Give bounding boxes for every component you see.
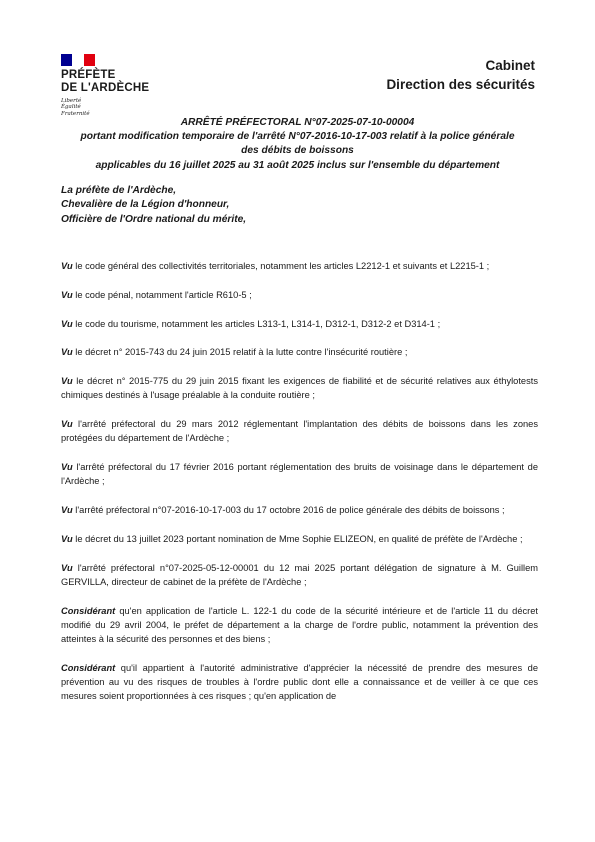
recital-paragraph [61, 417, 538, 445]
recital-keyword: Vu [61, 289, 73, 300]
republic-motto [61, 98, 161, 117]
recital-paragraph [61, 661, 538, 704]
recital-keyword: Vu [61, 533, 73, 544]
recital-text: le décret n° 2015-743 du 24 juin 2015 relatif à la lutte contre l'insécurité routière ; [72, 347, 408, 358]
decree-subject: des débits de boissons [241, 145, 354, 157]
motto-line: Fraternité [61, 110, 90, 117]
recital-keyword: Considérant [61, 605, 116, 616]
recital-keyword: Considérant [61, 662, 116, 673]
decree-title [40, 116, 555, 173]
motto-line: Égalité [61, 104, 81, 111]
prefecture-name-line: PRÉFÈTE [61, 69, 116, 81]
recital-keyword: Vu [61, 462, 73, 473]
recital-paragraph [61, 532, 538, 546]
recital-paragraph [61, 374, 538, 402]
motto-line: Liberté [61, 98, 82, 104]
recital-text: le code général des collectivités territoriales, notamment les articles L2212-1 et suivants et L2215-1 ; [72, 261, 490, 271]
decree-body [61, 259, 538, 718]
recital-paragraph [61, 561, 538, 589]
recital-paragraph [61, 317, 538, 331]
signatory-block [61, 184, 246, 227]
recital-text: le code pénal, notamment l'article R610-5 ; [72, 289, 252, 300]
recital-paragraph [61, 503, 538, 517]
recital-text: l'arrêté préfectoral du 17 février 2016 portant réglementation des bruits de voisinage dans le département de l'Ardèche ; [61, 462, 538, 487]
recital-paragraph [61, 604, 538, 647]
recital-text: le décret n° 2015-775 du 29 juin 2015 fixant les exigences de fiabilité et de sécurité relatives aux éthylotests chimiques destinés à l'usage préalable à la conduite routière ; [61, 376, 538, 401]
recital-keyword: Vu [61, 261, 73, 271]
recital-keyword: Vu [61, 376, 73, 387]
french-flag-icon [61, 54, 95, 66]
recital-text: qu'il appartient à l'autorité administrative d'apprécier la nécessité de prendre des mesures de prévention au vu des risques de troubles à l'ordre public dont elle a connaissance et de veiller à ce que ces mesures soient proportionnées à ces risques ; qu'en application de [61, 662, 538, 702]
decree-number: ARRÊTÉ PRÉFECTORAL N°07-2025-07-10-00004 [180, 117, 415, 128]
prefecture-logo [61, 54, 161, 117]
recital-text: l'arrêté préfectoral du 29 mars 2012 réglementant l'implantation des débits de boissons dans les zones protégées du département de l'Ardèche ; [61, 419, 538, 444]
decree-subject: portant modification temporaire de l'arrêté N°07-2016-10-17-003 relatif à la police générale [80, 131, 515, 143]
signatory-line: La préfète de l'Ardèche, [61, 185, 177, 196]
decree-period: applicables du 16 juillet 2025 au 31 août 2025 inclus sur l'ensemble du département [95, 159, 500, 171]
recital-text: le décret du 13 juillet 2023 portant nomination de Mme Sophie ELIZEON, en qualité de préfète de l'Ardèche ; [72, 533, 523, 544]
recital-keyword: Vu [61, 318, 73, 329]
recital-keyword: Vu [61, 347, 73, 358]
recital-text: qu'en application de l'article L. 122-1 du code de la sécurité intérieure et de l'article 11 du décret modifié du 29 avril 2004, le préfet de département a la charge de l'ordre public, notamment la prévention des atteintes à la sécurité des personnes et des biens ; [61, 605, 538, 645]
issuing-office [386, 56, 535, 94]
signatory-line: Chevalière de la Légion d'honneur, [61, 199, 230, 211]
prefecture-name-line: DE L'ARDÈCHE [61, 81, 150, 94]
recital-paragraph [61, 345, 538, 359]
prefecture-name [61, 69, 161, 94]
recital-keyword: Vu [61, 419, 73, 430]
recital-paragraph [61, 288, 538, 302]
signatory-line: Officière de l'Ordre national du mérite, [61, 213, 247, 225]
recital-text: le code du tourisme, notamment les articles L313-1, L314-1, D312-1, D312-2 et D314-1 ; [72, 318, 441, 329]
recital-paragraph [61, 460, 538, 488]
recital-text: l'arrêté préfectoral n°07-2025-05-12-00001 du 12 mai 2025 portant délégation de signature à M. Guillem GERVILLA, directeur de cabinet de la préfète de l'Ardèche ; [61, 562, 538, 587]
division-label: Direction des sécurités [386, 77, 535, 92]
recital-paragraph [61, 259, 538, 273]
recital-text: l'arrêté préfectoral n°07-2016-10-17-003 du 17 octobre 2016 de police générale des débits de boissons ; [72, 505, 505, 516]
recital-keyword: Vu [61, 562, 73, 573]
department-label: Cabinet [485, 58, 535, 73]
recital-keyword: Vu [61, 505, 73, 516]
